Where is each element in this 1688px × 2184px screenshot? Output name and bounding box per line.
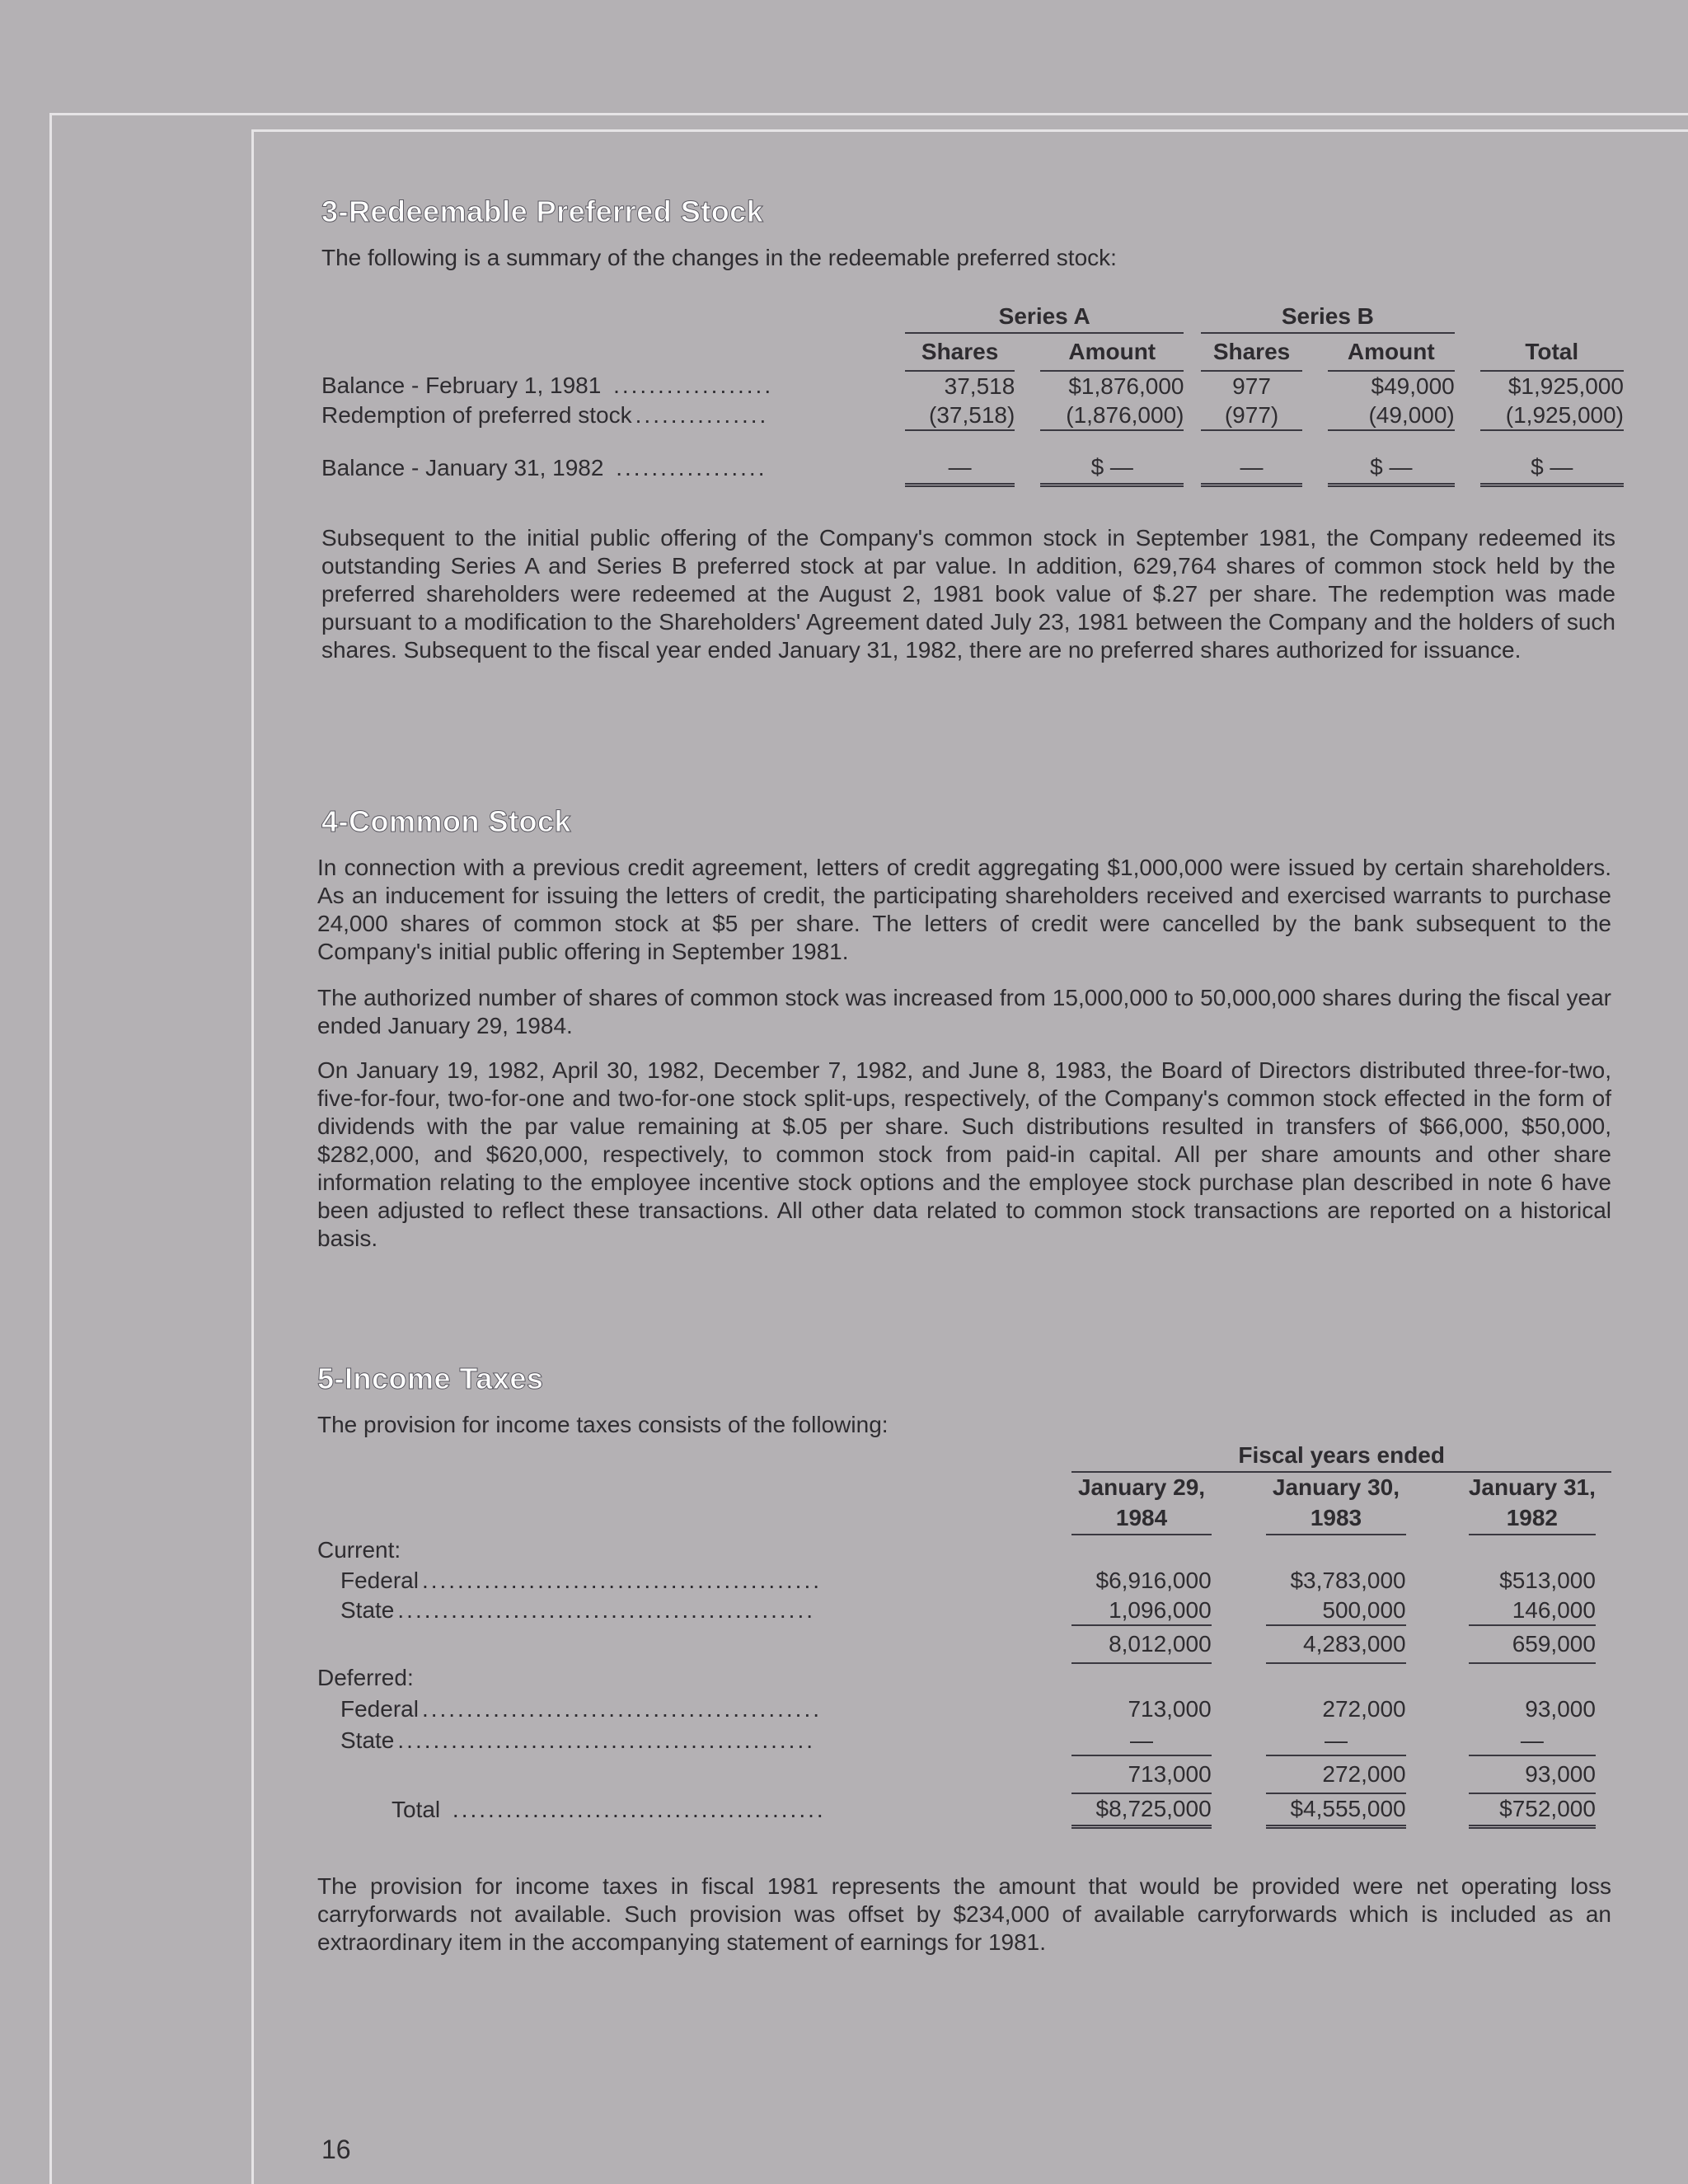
row-label: Balance - February 1, 1981 (321, 373, 604, 398)
cell: $4,555,000 (1266, 1793, 1405, 1826)
section-heading-common-stock: 4-Common Stock (321, 804, 572, 838)
cell: $8,725,000 (1071, 1793, 1211, 1826)
series-a-header: Series A (905, 300, 1184, 333)
row-label: Redemption of preferred stock (321, 402, 635, 428)
income-taxes-intro: The provision for income taxes consists of the following: (317, 1412, 889, 1437)
cell: 713,000 (1128, 1761, 1212, 1787)
income-taxes-body: The provision for income taxes in fiscal 1981 represents the amount that would be provided were net operating loss carryforwards not available. Such provision was offset by $234,000 of available carryforwards which is included as an extraordinary item in the accompanying statement of earnings for 1981. (317, 1873, 1611, 1955)
cell: 272,000 (1322, 1761, 1406, 1787)
col-header-shares: Shares (1201, 333, 1302, 371)
cell: $49,000 (1371, 373, 1455, 399)
inner-frame-top (251, 129, 1688, 132)
section-heading-income-taxes: 5-Income Taxes (317, 1361, 544, 1395)
series-b-header: Series B (1201, 300, 1455, 333)
table-row: Federal ............................................. 713,000 272,000 93,000 (317, 1693, 1611, 1726)
col-header-amount: Amount (1328, 333, 1455, 371)
col-header-1983: January 30, (1272, 1474, 1400, 1500)
cell: $ — (1480, 452, 1624, 485)
cell: (1,876,000) (1040, 401, 1184, 430)
cell: 93,000 (1525, 1761, 1596, 1787)
cell: (1,925,000) (1480, 401, 1624, 430)
cell: 8,012,000 (1071, 1625, 1211, 1663)
cell: $6,916,000 (1095, 1568, 1212, 1593)
common-stock-para-3: On January 19, 1982, April 30, 1982, December 7, 1982, and June 8, 1983, the Board of Directors distributed three-for-two, five-for-four, two-for-one and two-for-one stock split-ups, respectively, of the Company's common stock effected in the form of dividends with the par value remaining at $.05 per share. Such distributions resulted in transfers of $66,000, $50,000, $282,000, and $620,000, respectively, to common stock from paid-in capital. All per share amounts and other share information relating to the employee incentive stock options and the employee stock purchase plan described in note 6 have been adjusted to reflect these transactions. All other data related to common stock transactions are reported on a historical basis. (317, 1057, 1611, 1251)
cell: 272,000 (1322, 1696, 1406, 1722)
cell: (37,518) (905, 401, 1015, 430)
cell: (977) (1201, 401, 1302, 430)
table-row (317, 1625, 1611, 1663)
cell: $1,925,000 (1507, 373, 1624, 399)
cell: 93,000 (1525, 1696, 1596, 1722)
cell: $513,000 (1499, 1568, 1596, 1593)
col-header-1984: January 29, (1077, 1474, 1206, 1500)
cell: 4,283,000 (1266, 1625, 1405, 1663)
table-row (317, 1755, 1611, 1793)
table-row: Balance - February 1, 1981 .................. 37,518 $1,876,000 977 $49,000 $1,925,000 (321, 371, 1624, 401)
row-label: Federal (340, 1568, 422, 1593)
inner-frame-left (251, 129, 254, 2184)
col-header-total: Total (1480, 333, 1624, 371)
table-row: Federal ............................................. $6,916,000 $3,783,000 $513,000 (317, 1566, 1611, 1596)
table-row: State ............................................... 1,096,000 500,000 146,000 (317, 1596, 1611, 1625)
cell: $ — (1040, 452, 1184, 485)
row-label: State (340, 1597, 397, 1623)
cell: — (905, 452, 1015, 485)
cell: 500,000 (1266, 1596, 1405, 1625)
cell: 713,000 (1128, 1696, 1212, 1722)
table-row: State ............................................... — — — (317, 1726, 1611, 1755)
cell: 659,000 (1469, 1625, 1596, 1663)
col-header-1982-year: 1982 (1469, 1502, 1596, 1535)
row-label: Federal (340, 1696, 422, 1722)
table-row: Total .......................................... $8,725,000 $4,555,000 $752,000 (317, 1793, 1611, 1826)
col-header-1984-year: 1984 (1071, 1502, 1211, 1535)
common-stock-para-2: The authorized number of shares of common stock was increased from 15,000,000 to 50,000,000 shares during the fiscal year ended January 29, 1984. (317, 985, 1611, 1038)
table-row: Redemption of preferred stock ............... (37,518) (1,876,000) (977) (49,000) (1,925,000) (321, 401, 1624, 430)
section-heading-preferred-stock: 3-Redeemable Preferred Stock (321, 194, 764, 228)
cell: 1,096,000 (1071, 1596, 1211, 1625)
col-header-shares: Shares (905, 333, 1015, 371)
outer-frame-top (49, 113, 1688, 115)
cell: $1,876,000 (1068, 373, 1184, 399)
deferred-label: Deferred: (317, 1665, 414, 1690)
common-stock-para-1: In connection with a previous credit agreement, letters of credit aggregating $1,000,000 were issued by certain shareholders. As an inducement for issuing the letters of credit, the participating shareholders received and exercised warrants to purchase 24,000 shares of common stock at $5 per share. The letters of credit were cancelled by the bank subsequent to the Company's initial public offering in September 1981. (317, 855, 1611, 964)
preferred-stock-body: Subsequent to the initial public offering of the Company's common stock in September 1981, the Company redeemed its outstanding Series A and Series B preferred stock at par value. In addition, 629,764 shares of common stock held by the preferred shareholders were redeemed at the August 2, 1981 book value of $.27 per share. The redemption was made pursuant to a modification to the Shareholders' Agreement dated July 23, 1981 between the Company and the holders of such shares. Subsequent to the fiscal year ended January 31, 1982, there are no preferred shares authorized for issuance. (321, 525, 1615, 663)
cell: — (1201, 452, 1302, 485)
cell: $3,783,000 (1290, 1568, 1406, 1593)
cell: 146,000 (1469, 1596, 1596, 1625)
cell: — (1071, 1726, 1211, 1755)
cell: $752,000 (1469, 1793, 1596, 1826)
cell: $ — (1328, 452, 1455, 485)
col-header-amount: Amount (1040, 333, 1184, 371)
preferred-stock-table (321, 300, 1624, 487)
row-label: Total (392, 1797, 443, 1822)
income-taxes-table (317, 1439, 1611, 1829)
table-row: Balance - January 31, 1982 ................. — $ — — $ — $ — (321, 452, 1624, 485)
fiscal-years-header: Fiscal years ended (1071, 1439, 1611, 1472)
outer-frame-left (49, 113, 52, 2184)
row-label: Balance - January 31, 1982 (321, 455, 607, 480)
cell: (49,000) (1328, 401, 1455, 430)
cell: — (1469, 1726, 1596, 1755)
cell: — (1266, 1726, 1405, 1755)
page-number: 16 (321, 2135, 351, 2164)
row-label: State (340, 1727, 397, 1753)
col-header-1982: January 31, (1468, 1474, 1596, 1500)
cell: 977 (1232, 373, 1271, 399)
current-label: Current: (317, 1537, 401, 1563)
cell: 37,518 (944, 373, 1015, 399)
preferred-stock-intro: The following is a summary of the changes in the redeemable preferred stock: (321, 245, 1117, 270)
col-header-1983-year: 1983 (1266, 1502, 1405, 1535)
